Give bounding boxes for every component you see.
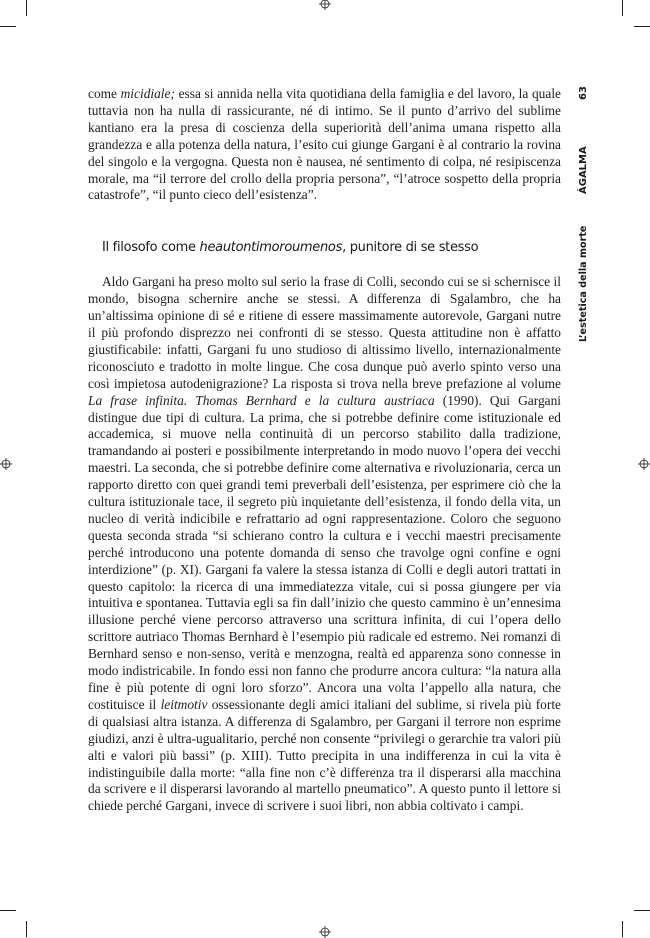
crop-mark bbox=[26, 0, 27, 16]
section-heading: Il filosofo come heautontimoroumenos, punitore di se stesso bbox=[102, 240, 479, 256]
journal-title: ÁGALMA bbox=[578, 146, 589, 194]
crop-mark bbox=[622, 0, 623, 16]
registration-mark-icon bbox=[0, 458, 12, 470]
section-title: L’estetica della morte bbox=[578, 225, 589, 342]
page-number: 63 bbox=[578, 86, 589, 100]
registration-mark-icon bbox=[319, 0, 331, 10]
crop-mark bbox=[622, 921, 623, 937]
registration-mark-icon bbox=[319, 926, 331, 938]
registration-mark-icon bbox=[638, 458, 650, 470]
crop-mark bbox=[26, 921, 27, 937]
running-head bbox=[571, 76, 591, 346]
crop-mark bbox=[0, 26, 16, 27]
paragraph-1: come micidiale; essa si annida nella vita quotidiana della famiglia e del lavoro, la quale tuttavia non ha nulla di rassicurante, né di intimo. Se il punto d’arrivo del sublime kantiano era la presa di coscienza della superiorità dell’anima umana rispetto alla grandezza e alla potenza della natura, l’esito cui giunge Gargani è al contrario la rovina del singolo e la vergogna. Questa non è nausea, né sentimento di colpa, né resipiscenza morale, ma “il terrore del crollo della propria persona”, “l’atroce sospetto della propria catastrofe”, “il punto cieco dell’esistenza”. bbox=[88, 86, 561, 203]
crop-mark bbox=[0, 910, 16, 911]
page-body bbox=[88, 86, 561, 815]
crop-mark bbox=[634, 26, 650, 27]
paragraph-2: Aldo Gargani ha preso molto sul serio la frase di Colli, secondo cui se si schernisce il mondo, bisogna schernire anche se stessi. A differenza di Sgalambro, che ha un’altissima opinione di sé e ritiene di essere massimamente autorevole, Gargani nutre il più profondo disprezzo nei confronti di se stesso. Questa attitudine non è affatto giustificabile: infatti, Gargani fu uno studioso di altissimo livello, internazionalmente riconosciuto e tradotto in molte lingue. Che cosa dunque può averlo spinto verso una così impietosa autodenigrazione? La risposta si trova nella breve prefazione al volume La frase infinita. Thomas Bernhard e la cultura austriaca (1990). Qui Gargani distingue due tipi di cultura. La prima, che si potrebbe definire come istituzionale ed accademica, si muove nella continuità di un percorso stabilito dalla tradizione, tramandando ai posteri e possibilmente interpretando in modo nuovo l’opera dei vecchi maestri. La seconda, che si potrebbe definire come alternativa e rivoluzionaria, cerca un rapporto diretto con quei grandi temi preverbali dell’esistenza, per esprimere ciò che la cultura istituzionale tace, il segreto più inquietante dell’esistenza, il fondo della vita, un nucleo di verità indicibile e refrattario ad ogni rappresentazione. Coloro che seguono questa seconda strada “si schierano contro la cultura e i vecchi maestri precisamente perché introducono una potente domanda di senso che travolge ogni confine e ogni interdizione” (p. XI). Gargani fa valere la stessa istanza di Colli e degli autori trattati in questo capitolo: la ricerca di una immediatezza vitale, cui si possa giungere per via intuitiva e spontanea. Tuttavia egli sa fin dall’inizio che questo cammino è un’ennesima illusione perché viene percorso attraverso una scrittura infinita, di cui l’opera dello scrittore autriaco Thomas Bernhard è l’esempio più radicale ed estremo. Nei romanzi di Bernhard senso e non-senso, verità e menzogna, realtà ed apparenza sono connesse in modo indistricabile. In fondo essi non fanno che produrre ancora cultura: “la natura alla fine è più potente di ogni loro sforzo”. Ancora una volta l’appello alla natura, che costituisce il leitmotiv ossessionante degli amici italiani del sublime, si rivela più forte di qualsiasi altra istanza. A differenza di Sgalambro, per Gargani il terrore non esprime giudizi, anzi è ultra-ugualitario, perché non consente “privilegi o gerarchie tra valori più alti e valori più bassi” (p. XIII). Tutto precipita in una indifferenza in cui la vita è indistinguibile dalla morte: “alla fine non c’è differenza tra il disperarsi alla macchina da scrivere e il disperarsi lavorando al martello pneumatico”. A questo punto il lettore si chiede perché Gargani, invece di scrivere i suoi libri, non abbia coltivato i campi. bbox=[88, 274, 562, 814]
running-head-svg bbox=[571, 76, 591, 346]
crop-mark bbox=[634, 910, 650, 911]
